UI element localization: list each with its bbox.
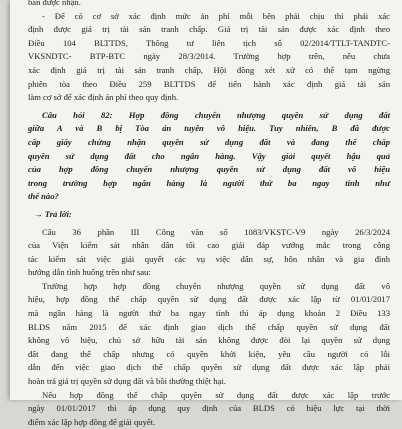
answer-label: → Trả lời: [34,208,72,219]
text-line: mà ngân hàng là người thứ ba ngay tình thì áp dụng khoản 2 Điều 133 [28,308,390,319]
text-line: Trường hợp hợp đồng chuyển nhượng quyền sử dụng đất vô [42,280,390,291]
page-text [28,0,390,429]
text-line: không vô hiệu, chủ sở hữu tài sản không được đòi lại quyền sử dụng [28,335,390,346]
text-line: phiên tòa theo Điều 259 BLTTDS để tiến hành xác định giá tài sản [28,78,390,89]
text-line: định được giá trị tài sản tranh chấp. Giá trị tài sản được xác định theo [28,24,390,35]
text-line: - Để có cơ sở xác định mức án phí mỗi bên phải chịu thì phải xác [42,10,390,21]
text-line: ngày 01/01/2017 thì áp dụng quy định của BLDS có hiệu lực tại thời [28,403,390,414]
text-line: Nếu hợp đồng thế chấp quyền sử dụng đất được xác lập trước [42,389,390,400]
question-line: thế nào? [28,191,59,202]
text-line: BLDS năm 2015 để xác định giao dịch thế chấp quyền sử dụng đất [28,321,390,332]
text-line: hoàn trả giá trị quyền sử dụng đất và bồi thường thiệt hại. [28,376,226,387]
question-line: quyền sử dụng đất cho ngân hàng. Vậy giải quyết hậu quả [28,150,390,161]
text-line: tác kiểm sát việc giải quyết các vụ việc dân sự, hôn nhân và gia đình [28,253,390,264]
text-line: bán được nhận. [28,0,81,7]
text-line: Điều 104 BLTTDS, Thông tư liên tịch số 02/2014/TTLT-TANDTC- [28,37,390,48]
question-line: cấp giấy chứng nhận quyền sử dụng đất và đang thế chấp [28,136,390,147]
text-line: của Viện kiểm sát nhân dân tối cao giải đáp vướng mắc trong công [28,240,390,251]
text-line: làm cơ sở để xác định án phí theo quy định. [28,92,179,103]
text-line: Câu 36 phần III Công văn số 1083/VKSTC-V9 ngày 26/3/2024 [42,226,390,237]
text-line: dẫn đến việc giao dịch thế chấp quyền sử dụng đất được xác lập phải [28,362,390,373]
text-line: hiệu, hợp đồng thế chấp quyền sử dụng đất được xác lập từ 01/01/2017 [28,294,390,305]
question-line: của hợp đồng chuyển nhượng quyền sử dụng đất vô hiệu [28,164,390,175]
text-line: xác định giá trị tài sản tranh chấp, Hội đồng xét xử có thể tạm ngừng [28,64,390,75]
text-line: VKSNDTC- BTP-BTC ngày 28/3/2014. Trường hợp trên, nếu chưa [28,51,390,62]
text-line: đất đang thế chấp nhưng có quyền khởi kiện, yêu cầu người có lỗi [28,348,390,359]
question-line: trong trường hợp ngân hàng là người thứ ba ngay tình như [28,177,390,188]
book-page [10,0,402,427]
text-line: hướng dẫn tình huống trên như sau: [28,267,151,278]
question-line: Câu hỏi 82: Hợp đồng chuyển nhượng quyền sử dụng đất [42,109,390,120]
text-line: điểm xác lập hợp đồng để giải quyết. [28,416,156,427]
question-line: giữa A và B bị Tòa án tuyên vô hiệu. Tuy nhiên, B đã được [28,123,390,134]
